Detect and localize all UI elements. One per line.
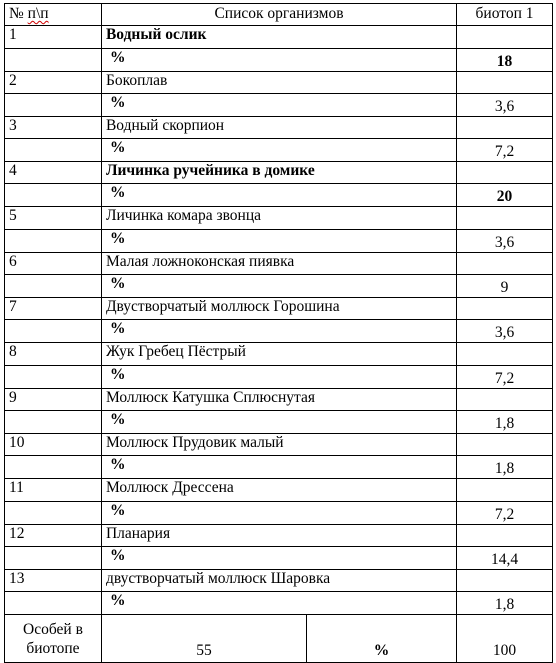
percent-label: %: [101, 320, 456, 343]
percent-number-empty: [5, 410, 102, 433]
percent-row: [5, 48, 553, 71]
organism-name: Личинка комара звонца: [101, 207, 456, 229]
percent-label: %: [101, 139, 456, 162]
percent-label: %: [101, 365, 456, 388]
organism-biotope-empty: [457, 433, 553, 455]
percent-number-empty: [5, 139, 102, 162]
organism-biotope-empty: [457, 71, 553, 93]
organism-number: 2: [5, 71, 102, 93]
header-number-suffix: п\п: [27, 5, 49, 22]
percent-row: [5, 501, 553, 524]
footer-row: [5, 615, 553, 663]
organism-name: Моллюск Дрессена: [101, 479, 456, 501]
organism-row: [5, 26, 553, 48]
organism-biotope-empty: [457, 207, 553, 229]
organism-biotope-empty: [457, 524, 553, 546]
organism-biotope-empty: [457, 26, 553, 48]
header-biotope: биотоп 1: [457, 4, 553, 26]
percent-value: 3,6: [457, 320, 553, 343]
percent-value: 3,6: [457, 229, 553, 252]
organism-number: 5: [5, 207, 102, 229]
percent-value: 1,8: [457, 410, 553, 433]
footer-total: 100: [457, 615, 553, 663]
organism-row: [5, 343, 553, 365]
organism-biotope-empty: [457, 116, 553, 138]
percent-label: %: [101, 592, 456, 615]
organism-table: [4, 3, 553, 663]
percent-number-empty: [5, 275, 102, 298]
organism-number: 9: [5, 388, 102, 410]
organism-number: 12: [5, 524, 102, 546]
percent-row: [5, 410, 553, 433]
organism-name: Водный скорпион: [101, 116, 456, 138]
percent-value: 9: [457, 275, 553, 298]
percent-value: 14,4: [457, 546, 553, 569]
header-number: [5, 4, 102, 26]
organism-number: 4: [5, 162, 102, 184]
organism-name: Малая ложноконская пиявка: [101, 252, 456, 274]
percent-row: [5, 93, 553, 116]
organism-number: 6: [5, 252, 102, 274]
organism-number: 13: [5, 569, 102, 591]
organism-row: [5, 569, 553, 591]
header-number-prefix: №: [9, 5, 28, 22]
percent-row: [5, 184, 553, 207]
percent-label: %: [101, 410, 456, 433]
percent-row: [5, 456, 553, 479]
percent-number-empty: [5, 501, 102, 524]
footer-percent-label: %: [307, 615, 457, 663]
percent-value: 18: [457, 48, 553, 71]
organism-row: [5, 433, 553, 455]
percent-row: [5, 229, 553, 252]
percent-number-empty: [5, 546, 102, 569]
organism-row: [5, 252, 553, 274]
percent-row: [5, 320, 553, 343]
percent-number-empty: [5, 456, 102, 479]
organism-number: 8: [5, 343, 102, 365]
percent-number-empty: [5, 229, 102, 252]
organism-row: [5, 388, 553, 410]
percent-row: [5, 592, 553, 615]
percent-label: %: [101, 546, 456, 569]
percent-value: 7,2: [457, 139, 553, 162]
organism-row: [5, 162, 553, 184]
percent-label: %: [101, 229, 456, 252]
percent-number-empty: [5, 365, 102, 388]
percent-value: 7,2: [457, 365, 553, 388]
percent-label: %: [101, 501, 456, 524]
percent-row: [5, 365, 553, 388]
percent-label: %: [101, 184, 456, 207]
organism-biotope-empty: [457, 162, 553, 184]
organism-row: [5, 207, 553, 229]
percent-number-empty: [5, 320, 102, 343]
organism-name: Планария: [101, 524, 456, 546]
table-header-row: [5, 4, 553, 26]
organism-name: Бокоплав: [101, 71, 456, 93]
organism-biotope-empty: [457, 298, 553, 320]
percent-value: 7,2: [457, 501, 553, 524]
organism-number: 1: [5, 26, 102, 48]
organism-name: Личинка ручейника в домике: [101, 162, 456, 184]
footer-label: Особей в биотопе: [5, 615, 102, 663]
percent-row: [5, 275, 553, 298]
percent-value: 1,8: [457, 456, 553, 479]
organism-row: [5, 524, 553, 546]
organism-row: [5, 479, 553, 501]
organism-name: Моллюск Прудовик малый: [101, 433, 456, 455]
organism-name: Жук Гребец Пёстрый: [101, 343, 456, 365]
organism-biotope-empty: [457, 388, 553, 410]
organism-biotope-empty: [457, 252, 553, 274]
percent-value: 1,8: [457, 592, 553, 615]
organism-number: 7: [5, 298, 102, 320]
percent-number-empty: [5, 592, 102, 615]
organism-biotope-empty: [457, 343, 553, 365]
header-organism-list: Список организмов: [101, 4, 456, 26]
percent-number-empty: [5, 48, 102, 71]
organism-number: 11: [5, 479, 102, 501]
percent-row: [5, 139, 553, 162]
organism-biotope-empty: [457, 569, 553, 591]
organism-name: двустворчатый моллюск Шаровка: [101, 569, 456, 591]
percent-label: %: [101, 456, 456, 479]
organism-name: Моллюск Катушка Сплюснутая: [101, 388, 456, 410]
percent-row: [5, 546, 553, 569]
organism-name: Двустворчатый моллюск Горошина: [101, 298, 456, 320]
percent-value: 3,6: [457, 93, 553, 116]
percent-label: %: [101, 93, 456, 116]
organism-row: [5, 298, 553, 320]
percent-label: %: [101, 275, 456, 298]
table-body: [5, 4, 553, 663]
percent-number-empty: [5, 93, 102, 116]
percent-value: 20: [457, 184, 553, 207]
organism-number: 10: [5, 433, 102, 455]
organism-name: Водный ослик: [101, 26, 456, 48]
organism-row: [5, 116, 553, 138]
organism-row: [5, 71, 553, 93]
percent-number-empty: [5, 184, 102, 207]
organism-biotope-empty: [457, 479, 553, 501]
footer-count: 55: [101, 615, 306, 663]
percent-label: %: [101, 48, 456, 71]
organism-number: 3: [5, 116, 102, 138]
